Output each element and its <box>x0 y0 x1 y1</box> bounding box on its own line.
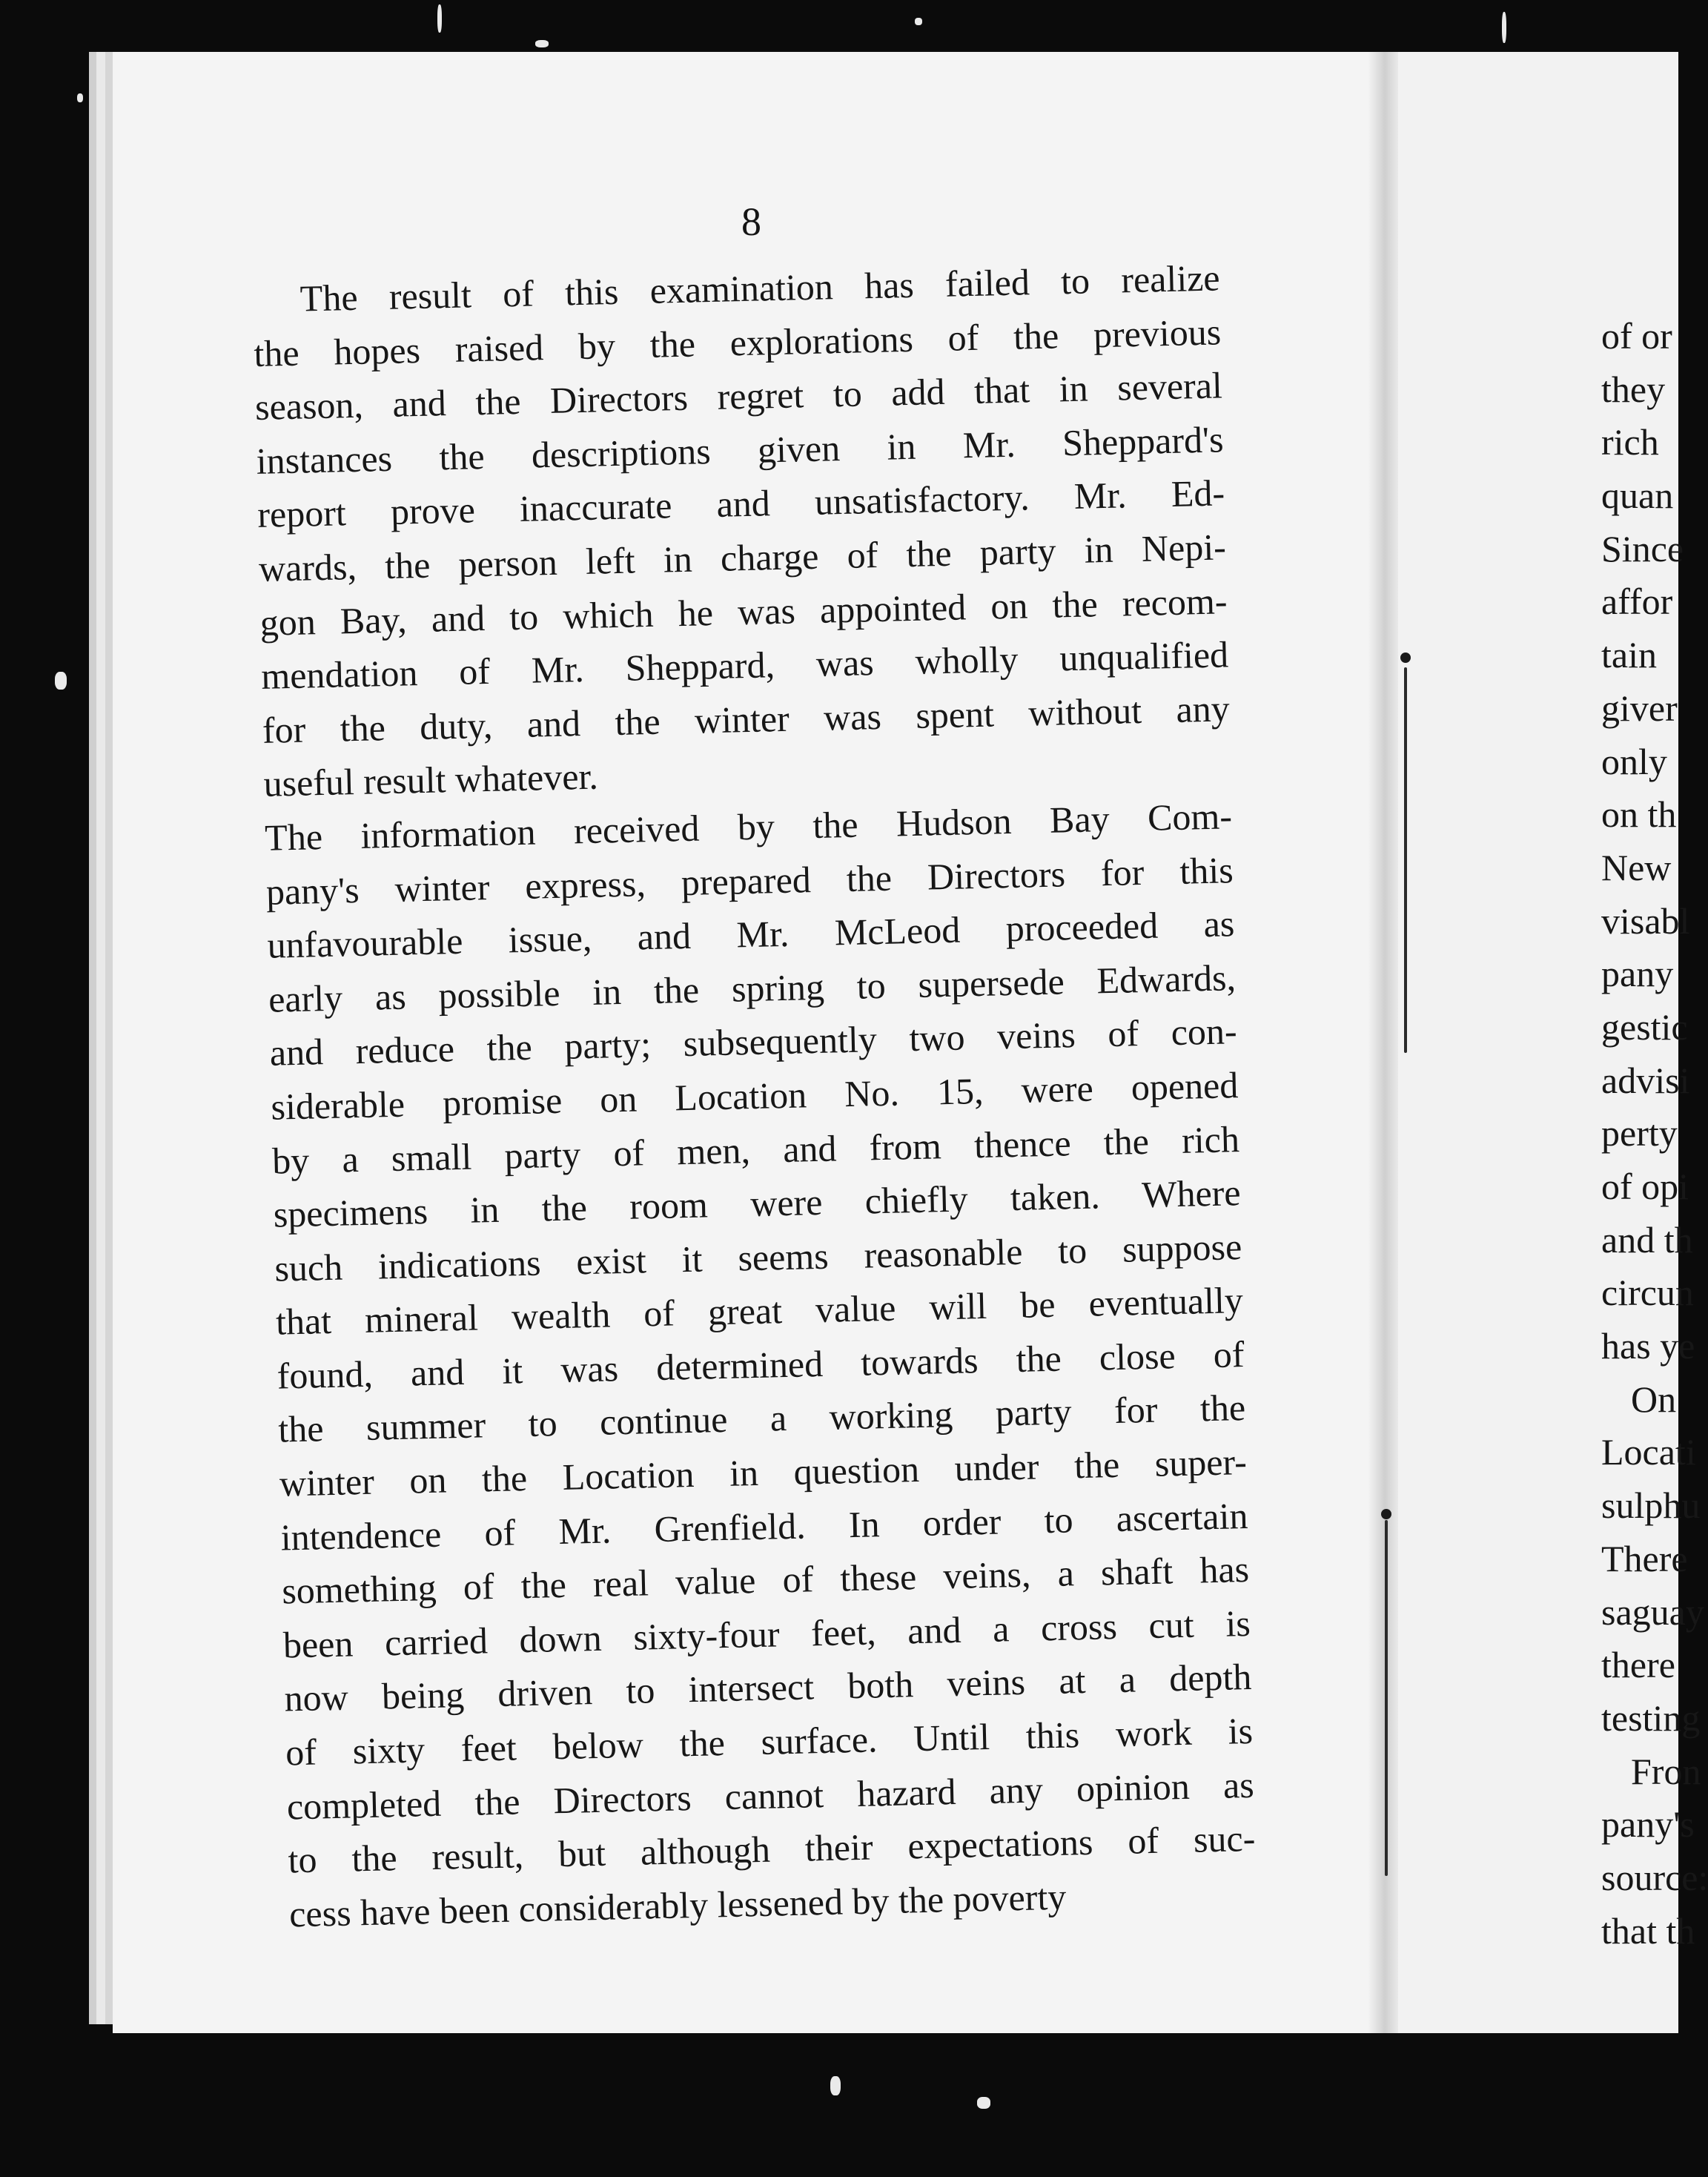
text-fragment: Fron <box>1631 1750 1701 1792</box>
text-line: mendation of Mr. Sheppard, was wholly unqualified <box>260 633 1229 698</box>
text-fragment: pany's <box>1601 1803 1695 1846</box>
text-fragment: Locati <box>1601 1431 1696 1473</box>
text-line: specimens in the room were chiefly taken. Where <box>273 1172 1242 1235</box>
text-line: the hopes raised by the explorations of the previous <box>253 310 1222 374</box>
text-line: something of the real value of these veins, a shaft has <box>281 1548 1250 1612</box>
text-line: and reduce the party; subsequently two veins of con- <box>269 1010 1238 1074</box>
binding-knot <box>1381 1509 1391 1519</box>
text-line: for the duty, and the winter was spent without any <box>262 687 1231 751</box>
text-line: useful result whatever. <box>263 755 599 805</box>
scan-speck <box>535 40 549 47</box>
text-fragment: testing <box>1601 1697 1701 1739</box>
text-line: been carried down sixty-four feet, and a cross cut is <box>282 1602 1251 1666</box>
text-fragment: source: <box>1601 1856 1708 1898</box>
text-fragment: Since <box>1601 527 1684 569</box>
text-fragment: of opi <box>1601 1166 1689 1207</box>
binding-thread <box>1385 1520 1388 1876</box>
scan-speck <box>1502 12 1506 43</box>
right-page-body <box>1601 310 1708 1958</box>
text-fragment: On <box>1631 1378 1677 1420</box>
text-fragment: visabl <box>1601 899 1690 942</box>
text-fragment: advisi <box>1601 1059 1690 1101</box>
binding-thread <box>1404 667 1407 1053</box>
scan-speck <box>915 18 922 25</box>
text-line: such indications exist it seems reasonable to suppose <box>274 1225 1242 1289</box>
text-line: that mineral wealth of great value will be eventually <box>275 1279 1244 1343</box>
text-fragment: rich <box>1601 421 1659 463</box>
text-fragment: pany <box>1601 953 1674 995</box>
text-fragment: saguay <box>1601 1590 1704 1633</box>
text-line: The information received by the Hudson Bay Com- <box>264 795 1233 859</box>
text-fragment: and th <box>1601 1218 1693 1261</box>
book-gutter <box>1368 52 1398 2033</box>
text-fragment: on th <box>1601 793 1677 836</box>
text-fragment: perty <box>1601 1112 1678 1154</box>
text-line: early as possible in the spring to supersede Edwards, <box>268 956 1237 1020</box>
text-line: to the result, but although their expectations of suc- <box>287 1817 1256 1881</box>
text-fragment: only <box>1601 740 1667 782</box>
text-fragment: they <box>1601 368 1666 410</box>
left-page-body <box>252 251 1257 1940</box>
text-line: gon Bay, and to which he was appointed on the recom- <box>259 579 1228 644</box>
text-fragment: gestic <box>1601 1005 1688 1048</box>
text-line: siderable promise on Location No. 15, were opened <box>270 1064 1239 1128</box>
text-line: report prove inaccurate and unsatisfactory. Mr. Ed- <box>256 472 1225 536</box>
text-fragment: New <box>1601 846 1672 888</box>
text-fragment: There <box>1601 1537 1688 1579</box>
text-fragment: of or <box>1601 315 1672 357</box>
text-fragment: giver <box>1601 687 1678 729</box>
text-line: intendence of Mr. Grenfield. In order to ascertain <box>280 1494 1248 1559</box>
page-edge <box>105 52 113 2024</box>
text-line: the summer to continue a working party for the <box>277 1387 1246 1451</box>
text-line: season, and the Directors regret to add that in several <box>254 364 1223 429</box>
text-fragment: has ye <box>1601 1325 1695 1367</box>
page-edge <box>89 52 96 2024</box>
page-edge <box>96 52 105 2024</box>
text-fragment: quan <box>1601 475 1674 517</box>
text-line: now being driven to intersect both veins at a depth <box>284 1656 1252 1720</box>
text-fragment: tain <box>1601 634 1657 676</box>
text-fragment: that th <box>1601 1909 1695 1952</box>
text-line: instances the descriptions given in Mr. Sheppard's <box>256 418 1225 482</box>
scan-speck <box>437 4 442 33</box>
scan-speck <box>55 672 67 690</box>
scan-speck <box>77 93 83 102</box>
text-line: found, and it was determined towards the close of <box>277 1332 1245 1397</box>
binding-knot <box>1400 653 1411 663</box>
text-line: unfavourable issue, and Mr. McLeod proceeded as <box>266 902 1235 966</box>
text-line: wards, the person left in charge of the party in Nepi- <box>258 526 1227 589</box>
text-line: The result of this examination has failed to realize <box>299 257 1221 320</box>
text-line: by a small party of men, and from thence the rich <box>271 1117 1240 1182</box>
text-fragment: affor <box>1601 581 1673 623</box>
scan-speck <box>830 2076 841 2095</box>
text-line: cess have been considerably lessened by the poverty <box>288 1875 1067 1935</box>
text-line: pany's winter express, prepared the Directors for this <box>265 848 1234 913</box>
text-line: of sixty feet below the surface. Until this work is <box>285 1709 1254 1774</box>
text-fragment: sulphu <box>1601 1484 1701 1527</box>
text-line: winter on the Location in question under the super- <box>279 1441 1248 1504</box>
text-fragment: there <box>1601 1644 1675 1686</box>
scan-speck <box>977 2097 990 2109</box>
text-line: completed the Directors cannot hazard any opinion as <box>286 1763 1255 1828</box>
page-number: 8 <box>741 199 761 244</box>
text-fragment: circun <box>1601 1272 1694 1314</box>
